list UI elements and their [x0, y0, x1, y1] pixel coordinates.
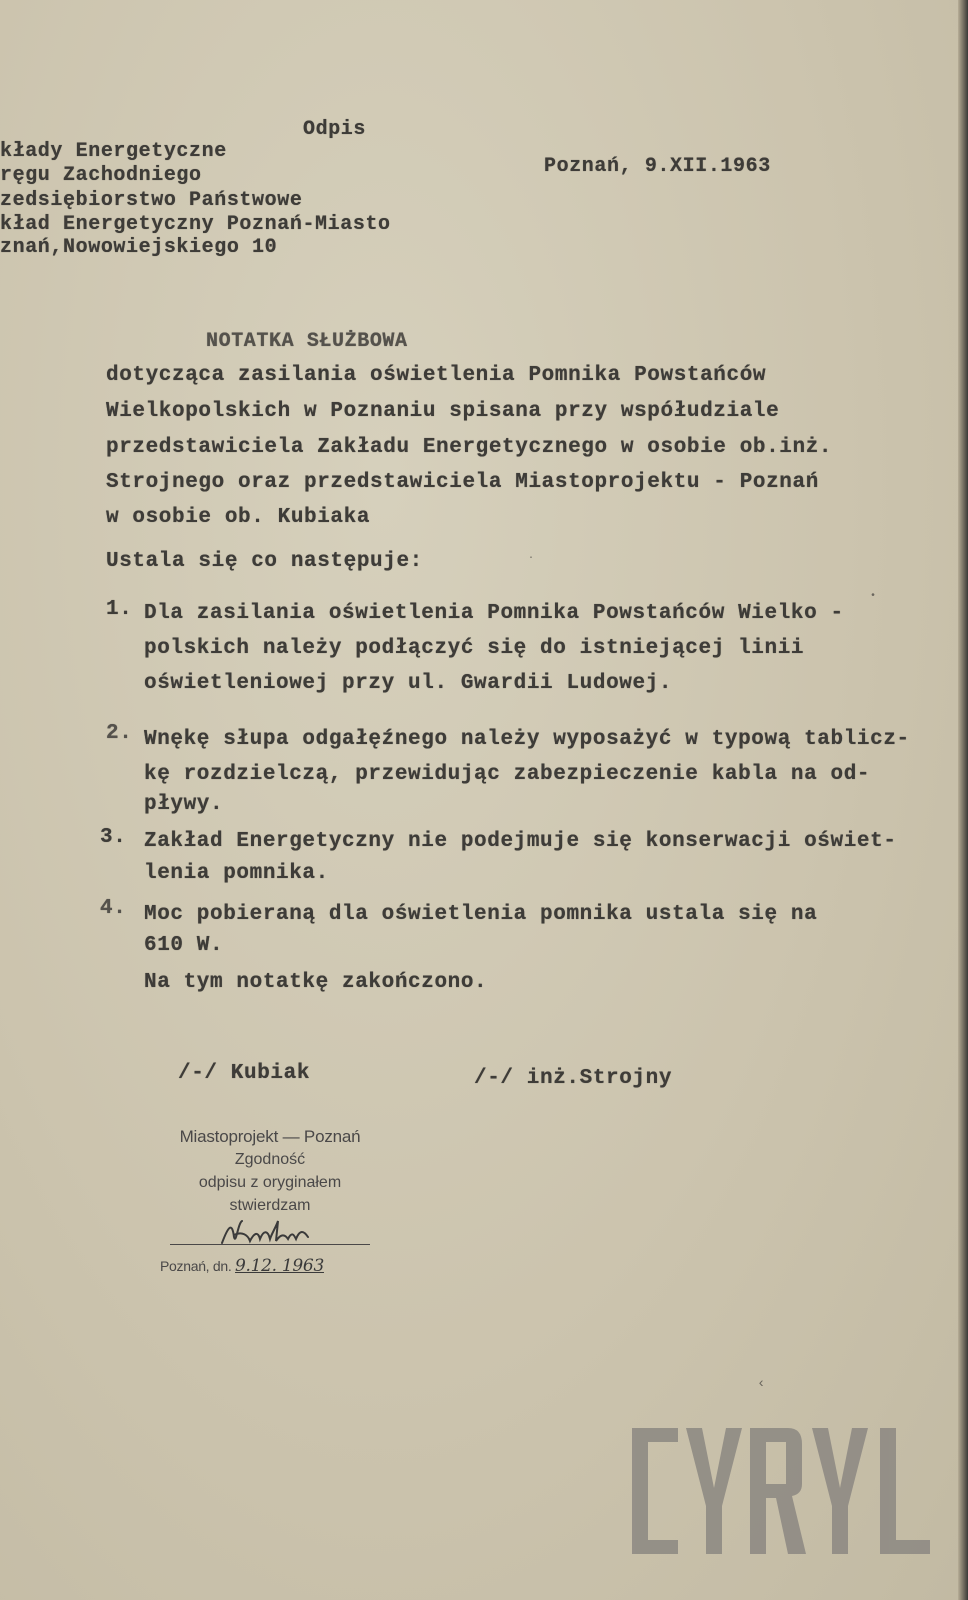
paper-mark: • — [870, 591, 877, 602]
stamp-line: odpisu z oryginałem — [198, 1174, 342, 1191]
stamp-line: Miastoprojekt — Poznań — [179, 1127, 361, 1146]
intro-line: Strojnego oraz przedstawiciela Miastoprojektu - Poznań — [106, 471, 819, 494]
established-heading: Ustala się co następuje: — [106, 550, 423, 573]
point-line: lenia pomnika. — [144, 862, 329, 885]
sender-line: zedsiębiorstwo Państwowe — [0, 189, 303, 212]
paper-mark: · — [528, 553, 535, 564]
intro-line: Wielkopolskich w Poznaniu spisana przy współudziale — [106, 400, 780, 423]
handwritten-signature — [220, 1217, 320, 1247]
paper-mark: ‹ — [757, 1376, 766, 1392]
stamp-date-line — [160, 1255, 380, 1278]
point-number: 2. — [106, 722, 133, 745]
stamp-signature-line — [160, 1217, 380, 1247]
stamp-date-value: 9.12. 1963 — [235, 1256, 324, 1276]
point-number: 1. — [106, 598, 133, 621]
intro-line: przedstawiciela Zakładu Energetycznego w osobie ob.inż. — [106, 436, 833, 459]
point-number: 3. — [100, 826, 127, 849]
point-line: pływy. — [144, 793, 224, 816]
point-line: Wnękę słupa odgałęźnego należy wyposażyć w typową tablicz- — [144, 728, 910, 751]
document-title: NOTATKA SŁUŻBOWA — [206, 330, 408, 353]
sender-line: kłady Energetyczne — [0, 140, 227, 163]
point-line: kę rozdzielczą, przewidując zabezpieczenie kabla na od- — [144, 763, 871, 786]
sender-line: ręgu Zachodniego — [0, 164, 202, 187]
signature-kubiak: /-/ Kubiak — [178, 1062, 311, 1085]
stamp-date-prefix: Poznań, dn. — [160, 1258, 232, 1274]
closing-line: Na tym notatkę zakończono. — [144, 971, 488, 994]
point-line: Dla zasilania oświetlenia Pomnika Powstańców Wielko - — [144, 602, 844, 625]
intro-line: w osobie ob. Kubiaka — [106, 506, 371, 529]
point-line: Zakład Energetyczny nie podejmuje się konserwacji oświet- — [144, 830, 897, 853]
point-line: Moc pobieraną dla oświetlenia pomnika ustala się na — [144, 903, 818, 926]
signature-strojny: /-/ inż.Strojny — [474, 1067, 673, 1090]
sender-line: kład Energetyczny Poznań-Miasto — [0, 213, 391, 236]
point-line: polskich należy podłączyć się do istniejącej linii — [144, 637, 805, 660]
cyryl-watermark-logo — [632, 1428, 932, 1568]
place-date: Poznań, 9.XII.1963 — [544, 155, 771, 178]
point-line: oświetleniowej przy ul. Gwardii Ludowej. — [144, 672, 673, 695]
copy-label: Odpis — [303, 118, 367, 141]
certification-stamp — [160, 1125, 380, 1278]
sender-line: znań,Nowowiejskiego 10 — [0, 236, 278, 259]
point-line: 610 W. — [144, 934, 224, 957]
point-number: 4. — [100, 897, 127, 920]
stamp-line: Zgodność — [234, 1151, 306, 1168]
stamp-line: stwierdzam — [229, 1197, 311, 1214]
page-edge — [958, 0, 968, 1600]
intro-line: dotycząca zasilania oświetlenia Pomnika Powstańców — [106, 364, 767, 387]
